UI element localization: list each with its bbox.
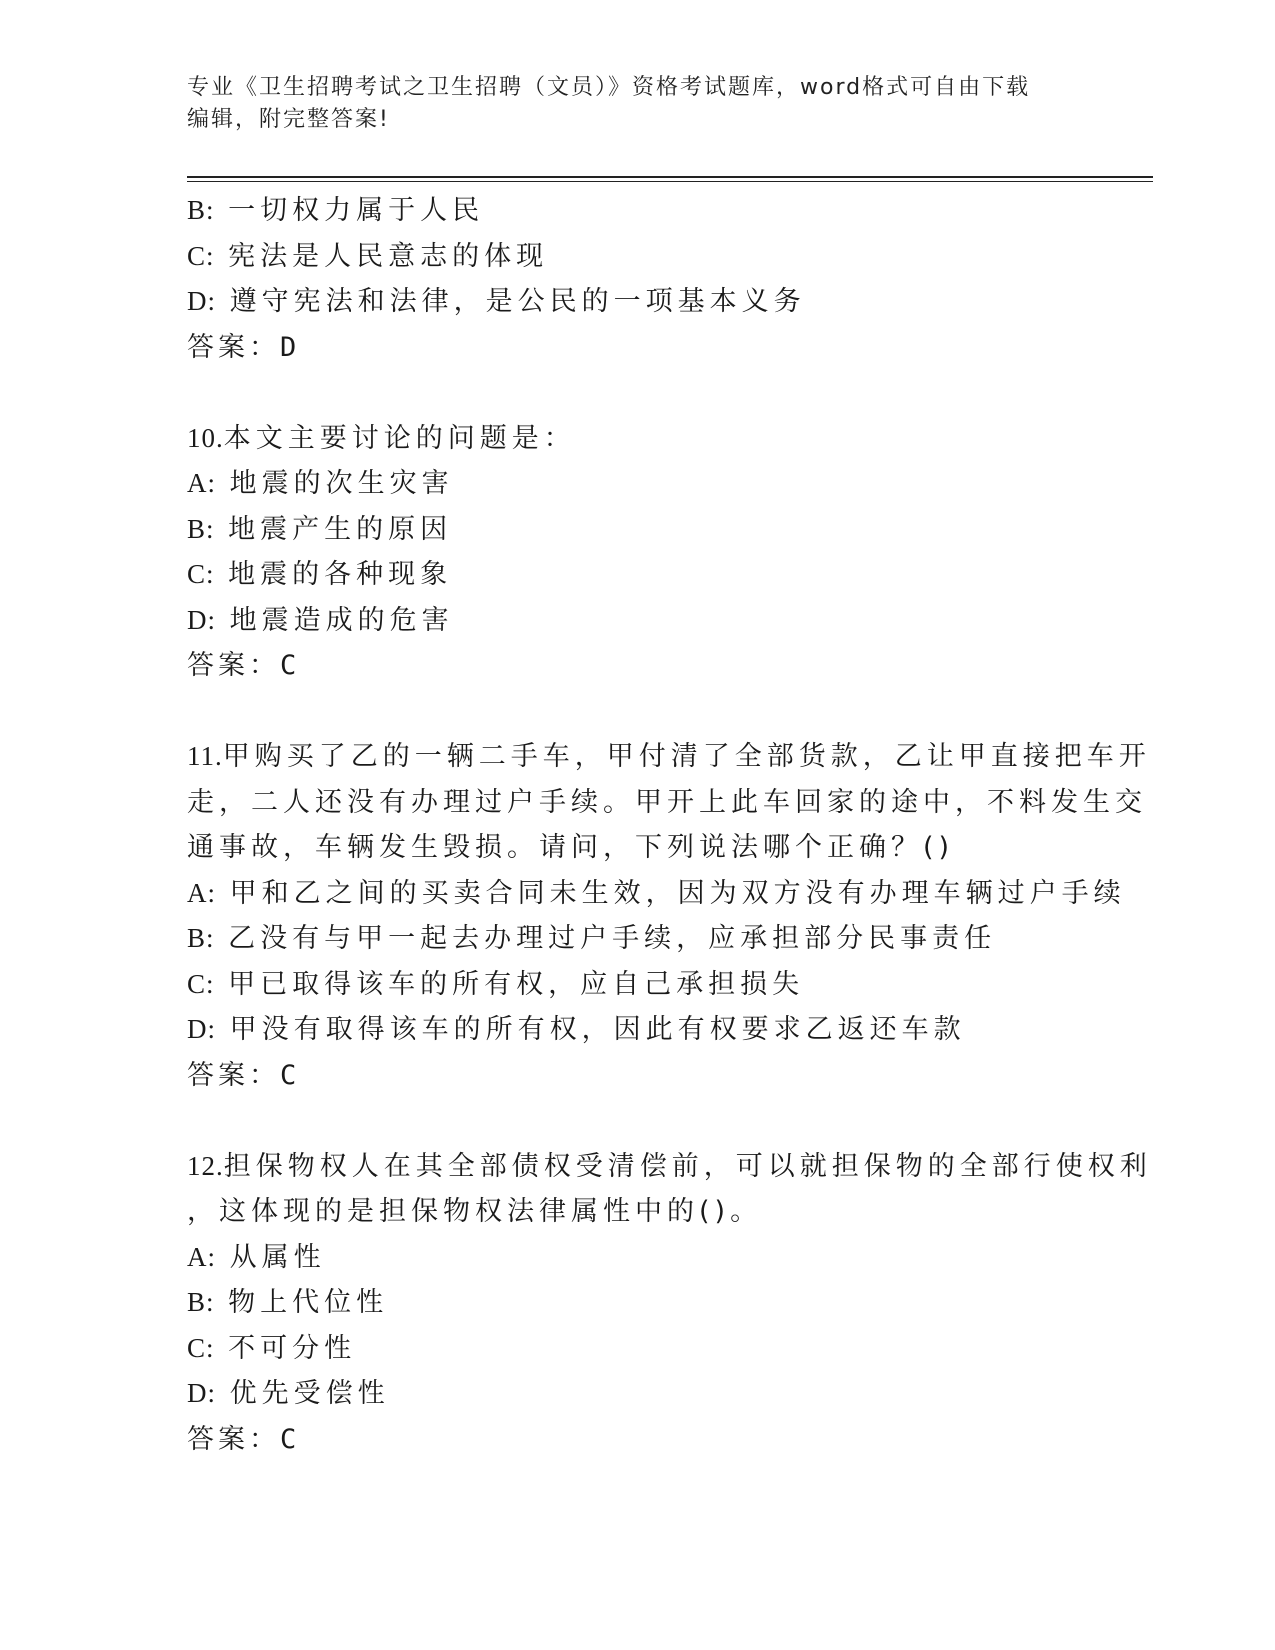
- question-11-stem-line-2: 走，二人还没有办理过户手续。甲开上此车回家的途中，不料发生交: [187, 786, 1147, 818]
- option-a: [187, 1235, 1127, 1281]
- option-a: [187, 871, 1127, 917]
- spacer: [187, 370, 1127, 416]
- option-text: 从属性: [229, 1241, 326, 1273]
- header-line-2: 编辑，附完整答案!: [187, 107, 390, 132]
- option-text: 物上代位性: [228, 1287, 389, 1318]
- option-label: A:: [187, 1241, 216, 1272]
- option-text: 甲没有取得该车的所有权，因此有权要求乙返还车款: [229, 1014, 966, 1045]
- question-number: 12.: [187, 1150, 224, 1181]
- option-text: 不可分性: [228, 1332, 357, 1364]
- option-b: [187, 916, 1127, 962]
- answer-value: C: [280, 1423, 301, 1455]
- spacer: [187, 1098, 1127, 1144]
- option-c: [187, 234, 1127, 280]
- answer-line: [187, 325, 1127, 371]
- option-d: [187, 1007, 1127, 1053]
- answer-value: C: [280, 1059, 301, 1091]
- option-label: C:: [187, 968, 215, 999]
- option-label: D:: [187, 286, 216, 316]
- question-text: 甲购买了乙的一辆二手车，甲付清了全部货款，乙让甲直接把车开: [222, 741, 1151, 772]
- answer-label: 答案：: [187, 1423, 280, 1455]
- option-label: B:: [187, 923, 215, 953]
- question-10-block: [187, 416, 1127, 689]
- option-text: 优先受偿性: [229, 1378, 390, 1409]
- spacer: [187, 689, 1127, 735]
- question-number: 10.: [187, 422, 224, 453]
- option-text: 宪法是人民意志的体现: [228, 240, 549, 272]
- option-text: 甲和乙之间的买卖合同未生效，因为双方没有办理车辆过户手续: [229, 877, 1126, 909]
- option-text: 地震的次生灾害: [229, 468, 454, 499]
- question-12-stem-line-1: [187, 1144, 1152, 1190]
- answer-value: C: [280, 650, 301, 681]
- option-a: [187, 461, 1127, 507]
- question-content: [187, 188, 1152, 1462]
- option-c: [187, 1326, 1127, 1372]
- option-label: B:: [187, 195, 215, 225]
- option-text: 地震产生的原因: [228, 513, 453, 545]
- option-text: 甲已取得该车的所有权，应自己承担损失: [228, 968, 805, 1000]
- option-text: 乙没有与甲一起去办理过户手续，应承担部分民事责任: [228, 923, 997, 954]
- question-11-stem-line-1: [187, 734, 1151, 780]
- answer-label: 答案：: [187, 1059, 280, 1091]
- question-text: 担保物权人在其全部债权受清偿前，可以就担保物的全部行使权利: [223, 1150, 1152, 1182]
- question-11-stem-line-3: 通事故，车辆发生毁损。请问，下列说法哪个正确？(): [187, 832, 955, 863]
- option-c: [187, 962, 1127, 1008]
- document-header: [187, 72, 1067, 136]
- option-label: B:: [187, 513, 215, 544]
- option-label: A:: [187, 877, 216, 908]
- answer-label: 答案：: [187, 331, 280, 363]
- option-d: [187, 279, 1127, 325]
- option-label: D:: [187, 1014, 216, 1044]
- header-rule-thick: [187, 176, 1153, 178]
- option-d: [187, 1371, 1127, 1417]
- answer-label: 答案：: [187, 650, 280, 681]
- option-label: A:: [187, 468, 216, 498]
- question-10-stem: [187, 416, 1127, 462]
- answer-line: [187, 1053, 1127, 1099]
- header-line-1: 专业《卫生招聘考试之卫生招聘（文员）》资格考试题库，word格式可自由下载: [187, 75, 1031, 100]
- question-12-stem-line-2: ，这体现的是担保物权法律属性中的()。: [187, 1196, 763, 1227]
- question-text: 本文主要讨论的问题是：: [223, 422, 576, 454]
- option-label: D:: [187, 1378, 216, 1408]
- option-text: 遵守宪法和法律，是公民的一项基本义务: [229, 286, 806, 317]
- option-label: B:: [187, 1287, 215, 1317]
- question-number: 11.: [187, 741, 223, 771]
- option-b: [187, 188, 1127, 234]
- option-text: 一切权力属于人民: [228, 195, 485, 226]
- question-11-block: [187, 734, 1151, 1098]
- header-rule-thin: [187, 181, 1153, 182]
- option-label: C:: [187, 559, 215, 589]
- answer-line: [187, 643, 1127, 689]
- option-label: D:: [187, 604, 216, 635]
- answer-value: D: [280, 331, 301, 363]
- option-d: [187, 598, 1127, 644]
- answer-line: [187, 1417, 1127, 1463]
- option-b: [187, 1280, 1127, 1326]
- option-b: [187, 507, 1127, 553]
- prev-question-block: [187, 188, 1127, 370]
- question-12-block: [187, 1144, 1152, 1463]
- option-text: 地震的各种现象: [228, 559, 453, 590]
- option-c: [187, 552, 1127, 598]
- option-text: 地震造成的危害: [229, 604, 454, 636]
- option-label: C:: [187, 1332, 215, 1363]
- option-label: C:: [187, 240, 215, 271]
